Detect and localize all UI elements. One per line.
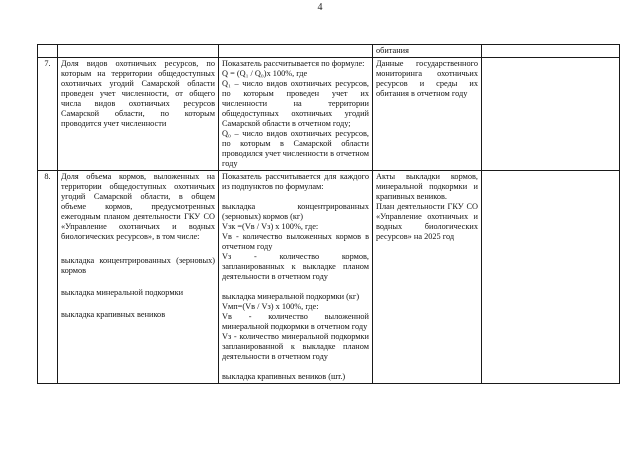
indicator-name: Доля объема кормов, выложенных на территории общедоступных охотничьих угодий Самарской области, в общем объеме кормов, предусмотренных ежегодным планом деятельности ГКУ СО «Управление охотничьих и водных биологических ресурсов», в том числе: выкладка концентрированных (зерновых) кормов выкладка минеральной подкормки выкладка крапивных веников [58,171,219,384]
page-number: 4 [317,2,323,13]
table-row-8 [38,171,620,384]
data-source: Данные государственного мониторинга охотничьих ресурсов и среды их обитания в отчетном году [373,58,482,171]
table-row-7 [38,58,620,171]
subitem-mineral: выкладка минеральной подкормки [61,288,184,297]
calculation-method: Показатель рассчитывается для каждого из подпунктов по формулам: выкладка концентрированных (зерновых) кормов (кг) Vзк =(Vв / Vз) x 100%, где: Vв - количество выложенных кормов в отчетном году Vз - количество кормов, запланированных к выкладке планом деятельности в отчетном году выкладка минеральной подкормки (кг) Vмп=(Vв / Vз) x 100%, где: Vв - количество выложенной минеральной подкормки в отчетном году Vз - количество минеральной подкормки запланированной к выкладке планом деятельности в отчетном году выкладка крапивных веников (шт.) [219,171,373,384]
calculation-method: Показатель рассчитывается по формуле: Q = (Q₁ / Q₀)x 100%, где Q₁ – число видов охотничьих ресурсов, по которым проведен учет их численности на территории общедоступных охотничьих угодий Самарской области в отчетном году; Q₀ – число видов охотничьих ресурсов, по которым в Самарской области проводился учет численности в отчетном году [219,58,373,171]
continued-source-cell [373,45,482,58]
data-source: Акты выкладки кормов, минеральной подкормки и крапивных веников. План деятельности ГКУ СО «Управление охотничьих и водных биологических ресурсов» на 2025 год [373,171,482,384]
row-number: 8. [38,171,58,384]
row-number: 7. [38,58,58,171]
indicator-table [37,44,620,384]
indicator-name: Доля видов охотничьих ресурсов, по которым на территории общедоступных охотничьих угодий Самарской области проведен учет численности, от общего числа видов охотничьих ресурсов Самарской области, по которым проводится учет численности [58,58,219,171]
table-row-continuation [38,45,620,58]
subitem-nettle-brooms: выкладка крапивных веников [61,310,166,319]
continued-text: обитания [376,46,409,55]
subitem-grain-feed: выкладка концентрированных (зерновых) кормов [61,256,215,275]
